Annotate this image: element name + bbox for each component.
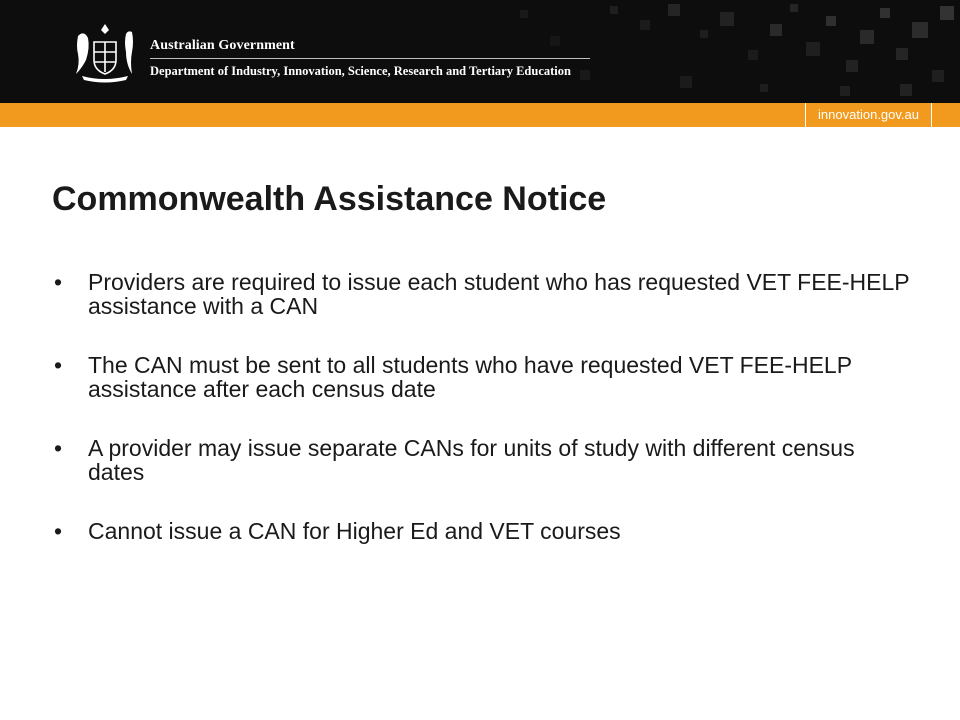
bullet-dot: • (54, 269, 63, 295)
bullet-item (52, 436, 912, 484)
website-url-text: innovation.gov.au (818, 107, 919, 122)
bullet-text: The CAN must be sent to all students who have requested VET FEE-HELP assistance after each census date (88, 352, 852, 402)
government-banner (0, 0, 960, 103)
bullet-item (52, 270, 912, 318)
bullet-list (52, 270, 912, 578)
bullet-text: Cannot issue a CAN for Higher Ed and VET courses (88, 518, 621, 544)
pixel-pattern-decoration (0, 0, 960, 103)
bullet-dot: • (54, 518, 63, 544)
bullet-dot: • (54, 352, 63, 378)
website-link[interactable] (805, 103, 932, 127)
department-name: Department of Industry, Innovation, Science, Research and Tertiary Education (150, 64, 571, 78)
bullet-dot: • (54, 435, 63, 461)
header-divider (150, 58, 590, 59)
bullet-text: A provider may issue separate CANs for units of study with different census dates (88, 435, 855, 485)
coat-of-arms-icon (68, 22, 142, 84)
slide-title: Commonwealth Assistance Notice (52, 180, 607, 218)
bullet-item (52, 519, 912, 543)
government-name: Australian Government (150, 38, 295, 53)
bullet-item (52, 353, 912, 401)
bullet-text: Providers are required to issue each student who has requested VET FEE-HELP assistance with a CAN (88, 269, 910, 319)
accent-bar (0, 103, 960, 127)
